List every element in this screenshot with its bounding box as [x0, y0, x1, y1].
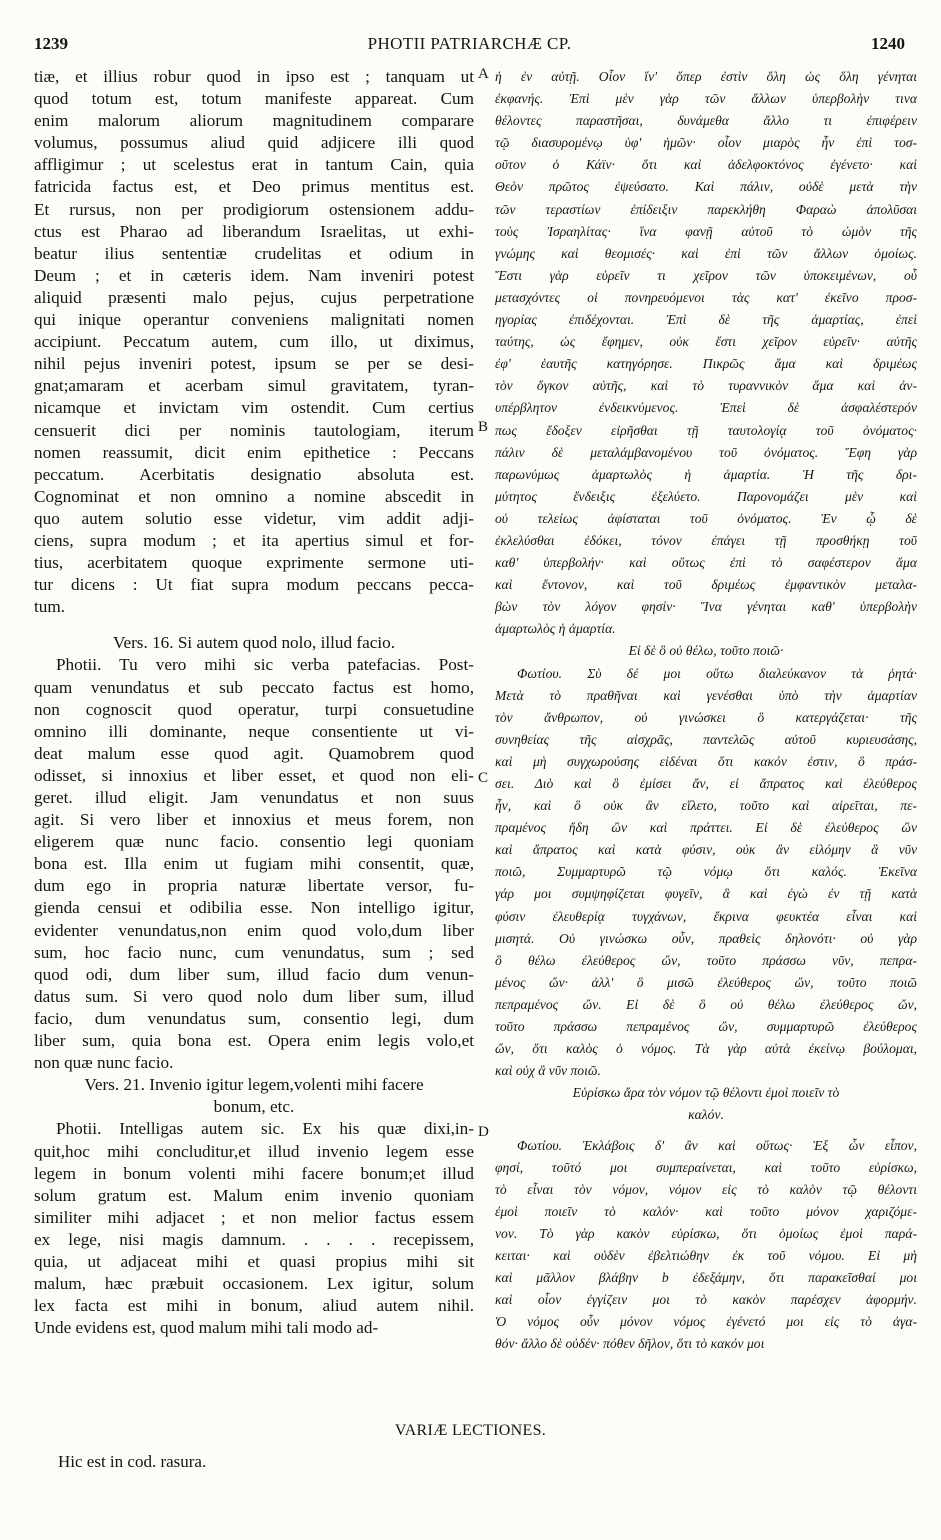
text-line: σει. Διὸ καὶ ὃ ἐμίσει ἄν, εἰ ἄπρατος καὶ ἐλεύθερος: [495, 776, 917, 791]
text-line: deat malum esse quod agit. Quamobrem quod: [34, 743, 474, 763]
text-line: odisset, si innoxius et liber esset, et quod non eli-: [34, 765, 474, 785]
text-line: datus sum. Si vero quod nolo dum liber sum, illud: [34, 986, 474, 1006]
text-line: κειται· καὶ οὐδὲν ἐβελτιώθην ἐκ τοῦ νόμου. Εἰ μὴ: [495, 1247, 917, 1263]
text-line: παρωνύμως ἁμαρτωλὸς ἡ ἁμαρτία. Ἡ τῆς δρι-: [495, 466, 917, 482]
text-line: quit,hoc mihi concluditur,et illud invenio legem esse: [34, 1141, 474, 1161]
text-line: ciens, supra modum ; et ita apertius simul et for-: [34, 530, 474, 550]
text-line: facio, dum venundatus sum, consentio legi, dum: [34, 1008, 474, 1028]
latin-paragraph-2: [34, 654, 474, 1074]
text-line: θέλοντες παραστῆσαι, δυνάμεθα ἄλλο τι ἐπιφέρειν: [495, 113, 917, 129]
text-line: τῷ διασυρομένῳ ὑφ' ἡμῶν· οἷον μιαρὸς ἦν ἐπὶ τοσ-: [495, 135, 917, 151]
text-line: τὸν ὄγκον αὐτῆς, καὶ τὸ τυραννικὸν ἅμα καὶ ἀν-: [495, 378, 917, 394]
text-line: Photii. Intelligas autem sic. Ex his quæ dixi,in-: [56, 1119, 474, 1139]
text-line: ἦν, καὶ ὃ οὐκ ἂν εἵλετο, τοῦτο καὶ αἱρεῖται, πε-: [495, 798, 917, 814]
text-line: μετασχόντες οἱ πονηρευόμενοι τὰς κατ' ἐκεῖνο προσ-: [495, 289, 917, 305]
text-line: tum.: [34, 597, 66, 617]
text-line: dum ego in propria naturæ libertate versor, fu-: [34, 876, 474, 896]
text-line: quo autem solutio esse videtur, vim addit adji-: [34, 508, 474, 528]
text-line: πραμένος ἤδη ὢν καὶ πράττει. Εἰ δὲ ἐλεύθερος ὢν: [495, 820, 917, 836]
margin-letter-d: D: [478, 1124, 489, 1140]
text-line: quod odi, dum liber sum, illud facio dum venun-: [34, 964, 474, 984]
text-line: affligimur ; ut scelestus erat in tantum Cain, quia: [34, 155, 474, 175]
text-line: καὶ ἔντονον, καὶ τοῦ δριμέως ἐμφαντικὸν μεταλα-: [495, 577, 917, 593]
text-line: quia, ut adjaceat mihi et quasi propius mihi sit: [34, 1251, 474, 1271]
text-line: gnat;amaram et acerbam simul gravitatem, tyran-: [34, 376, 474, 396]
text-line: Φωτίου. Ἐκλάβοις δ' ἂν καὶ οὕτως· Ἐξ ὧν εἶπον,: [517, 1137, 917, 1153]
text-line: πως ἔδοξεν εἰρῆσθαι τῇ ταυτολογίᾳ τοῦ ὀνόματος·: [495, 422, 917, 438]
text-line: τῶν τεραστίων ἐπίδειξιν παρεκλήθη Φαραὼ ἀπολῦσαι: [495, 201, 917, 217]
text-line: Unde evidens est, quod malum mihi tali modo ad-: [34, 1318, 379, 1338]
text-line: nihil pejus inveniri potest, ipsum se per se desi-: [34, 354, 474, 374]
greek-heading-16: Εἰ δὲ ὃ οὐ θέλω, τοῦτο ποιῶ·: [628, 643, 784, 659]
text-line: quam venundatus et sub peccato factus est homo,: [34, 677, 474, 697]
text-line: agit. Si vero liber et innoxius et meus forem, non: [34, 810, 474, 830]
text-line: ctus est Pharao ad liberandum Israelitas, ut exhi-: [34, 221, 474, 241]
latin-paragraph-1: [34, 66, 474, 618]
vers21-heading-line-1: Vers. 21. Invenio igitur legem,volenti mihi facere: [84, 1075, 424, 1095]
text-line: μένος ὤν· ἀλλ' ὃ μισῶ ἐλεύθερος ὤν, τοῦτο ποιῶ: [495, 974, 917, 990]
text-line: γνώμης καὶ θεομισές· καὶ ἐπὶ τῶν ἄλλων ὁμοίως.: [495, 245, 917, 261]
text-line: ἐκφανής. Ἐπὶ μὲν γὰρ τῶν ἄλλων ὑπερβολὴν τινα: [495, 91, 917, 107]
text-line: tur dicens : Ut fiat supra modum peccans pecca-: [34, 575, 474, 595]
text-line: bona est. Illa enim ut fugiam mihi consentit, quæ,: [34, 854, 474, 874]
variae-lectiones-note: Hic est in cod. rasura.: [58, 1452, 207, 1471]
text-line: volumus, possumus aliud quid adjicere illi quod: [34, 133, 474, 153]
text-line: ὃ θέλω ἐλεύθερος ὤν, τοῦτο πράσσω νῦν, πεπρα-: [495, 952, 917, 968]
text-line: Cognominat et non omnino a nomine abscedit in: [34, 486, 474, 506]
text-line: solum gratum est. Malum enim invenio quoniam: [34, 1185, 474, 1205]
text-line: Θεὸν πρῶτος ἐψεύσατο. Καὶ πάλιν, οὐδὲ μετὰ τὴν: [495, 179, 917, 195]
greek-paragraph-2: [495, 663, 917, 1083]
margin-letter-a: A: [478, 66, 489, 82]
latin-column: [34, 66, 474, 1339]
greek-column: [495, 66, 917, 1355]
text-line: μισητά. Οὐ γινώσκω οὖν, πραθεὶς δηλονότι· οὐ γὰρ: [495, 930, 917, 946]
text-line: Et rursus, non per prodigiorum ostensionem addu-: [34, 199, 474, 219]
text-line: quod totum est, totum manifeste appareat. Cum: [34, 89, 474, 109]
text-line: Μετὰ τὸ πραθῆναι καὶ γενέσθαι ὑπὸ τὴν ἁμαρτίαν: [495, 687, 917, 703]
text-line: οῦτον ὁ Κάϊν· ὅτι καὶ ἀδελφοκτόνος ἐγένετο· καὶ: [495, 157, 917, 173]
text-line: ταύτης, ὡς ἔφημεν, οὐκ ἔστι χεῖρον εὑρεῖν· αὐτῆς: [495, 334, 917, 350]
page-header: [34, 34, 905, 56]
text-line: legem in bonum volenti mihi facere bonum;et illud: [34, 1163, 474, 1183]
vers16-heading: Vers. 16. Si autem quod nolo, illud facio.: [112, 633, 396, 653]
text-line: οὐ τελείως ἀφίσταται τοῦ ὀνόματος. Ἐν ᾧ δὲ: [495, 510, 917, 526]
variae-lectiones-title: VARIÆ LECTIONES.: [394, 1422, 547, 1439]
greek-heading-21-line-1: Εὑρίσκω ἄρα τὸν νόμον τῷ θέλοντι ἐμοὶ ποιεῖν τὸ: [572, 1085, 840, 1101]
margin-letter-b: B: [478, 419, 489, 435]
text-line: Ὁ νόμος οὖν μόνον νόμος ἐγένετό μοι εἰς τὸ ἀγα-: [495, 1314, 917, 1330]
text-line: eligerem quæ nunc facio. consentio legi quoniam: [34, 832, 474, 852]
text-line: sum, hoc facio nunc, cum venundatus, sum ; sed: [34, 942, 474, 962]
text-line: ἁμαρτωλὸς ἡ ἁμαρτία.: [495, 621, 616, 637]
text-line: ἐκλελύσθαι ἐδόκει, τόνον ἐπάγει τῇ προσθήκῃ τοῦ: [495, 532, 917, 548]
text-line: μύτητος ἔνδειξις ἐξελύετο. Παρονομάζει μὲν καὶ: [495, 488, 917, 504]
text-line: tius, acerbitatem quoque exprimente sermone uti-: [34, 553, 474, 573]
text-line: ex lege, nisi magis damnum. . . . . recepissem,: [34, 1229, 474, 1249]
page-number-right: 1240: [871, 34, 905, 53]
text-line: τὸ εἶναι τὸν νόμον, νόμον εἰς τὸ καλὸν τῷ θέλοντι: [495, 1181, 917, 1197]
text-line: καθ' ὑπερβολήν· καὶ οὕτως ἐπὶ τὸ σαφέστερον ἅμα: [495, 555, 917, 571]
text-line: ἐφ' ἑαυτῆς κατηγόρησε. Πικρῶς ἅμα καὶ δριμέως: [495, 356, 917, 372]
text-line: liber sum, quia bona est. Opera enim legis volo,et: [34, 1031, 474, 1051]
text-line: βὼν τὸν λόγον φησίν· Ἵνα γένηται καθ' ὑπερβολὴν: [495, 599, 917, 615]
text-line: nicamque et invictam vim ostendit. Cum certius: [34, 398, 474, 418]
text-line: θόν· ἄλλο δὲ οὐδέν· πόθεν δῆλον, ὅτι τὸ κακόν μοι: [495, 1336, 765, 1352]
greek-paragraph-3: [495, 1135, 917, 1356]
text-line: lex facta est mihi in bonum, aliud autem nihil.: [34, 1296, 474, 1316]
text-line: καὶ μᾶλλον βλάβην b ἐδεξάμην, ὅτι παρακεῖσθαί μοι: [495, 1270, 917, 1286]
text-line: evidenter venundatus,non enim quod volo,dum liber: [34, 920, 474, 940]
text-line: qui inique operantur conveniens malignitati nomen: [34, 310, 474, 330]
greek-paragraph-1: [495, 66, 917, 640]
text-line: γάρ μοι συμψηφίζεται φυγεῖν, ἃ καὶ ἐγὼ ἐν τῇ κατὰ: [495, 886, 917, 902]
text-line: malum, hæc præbuit occasionem. Lex igitur, solum: [34, 1274, 474, 1294]
text-line: νον. Τὸ γὰρ κακὸν εὑρίσκω, ὅτι ὁμοίως ἐμοὶ παρά-: [495, 1225, 917, 1241]
text-line: τοῦτο πράσσω πεπραμένος ὤν, συμμαρτυρῶ ἐλεύθερος: [495, 1019, 917, 1035]
text-line: ποιῶ, Συμμαρτυρῶ τῷ νόμῳ ὅτι καλός. Ἐκεῖνα: [495, 864, 917, 880]
text-line: beatur ilius sententiæ crudelitas et odium in: [34, 243, 474, 263]
text-line: similiter mihi adjacet ; et non melior factus essem: [34, 1207, 474, 1227]
text-line: Ἔστι γὰρ εὑρεῖν τι χεῖρον τῶν ὑποκειμένων, οὗ: [495, 267, 917, 283]
text-line: ηγορίας ἐπιδέχονται. Ἐπὶ δὲ τῆς ἁμαρτίας, ἐπεὶ: [495, 312, 917, 328]
page-number-left: 1239: [34, 34, 68, 53]
text-line: πεπραμένος ὤν. Εἰ δὲ ὃ οὐ θέλω ἐλεύθερος ὤν,: [495, 996, 917, 1012]
text-line: ἐμοὶ ποιεῖν τὸ καλόν· καὶ τοῦτο μόνον χαριζόμε-: [495, 1203, 917, 1219]
text-line: fatricida factus est, et Deo primus mentitus est.: [34, 177, 474, 197]
text-line: nomen reassumit, dicit enim epithetice : Peccans: [34, 442, 474, 462]
text-line: καὶ μὴ συγχωρούσης εἰδέναι ὅτι κακόν ἐστιν, ὃ πράσ-: [495, 753, 917, 769]
margin-letter-c: C: [478, 770, 489, 786]
text-line: non quæ nunc facio.: [34, 1053, 174, 1073]
text-line: tiæ, et illius robur quod in ipso est ; tanquam ut: [34, 67, 474, 86]
text-line: συνηθείας τῆς αἰσχρᾶς, παντελῶς αὐτοῦ κυριευσάσης,: [495, 731, 917, 747]
text-line: peccatum. Acerbitatis designatio absoluta est.: [34, 464, 474, 484]
text-line: gienda censui et odibilia esse. Non intelligo igitur,: [34, 898, 474, 918]
text-line: ἡ ἐν αὐτῇ. Οἷον ἵν' ὅπερ ἐστὶν ὅλη ὡς ὅλη γένηται: [495, 69, 917, 84]
text-line: καὶ ἄπρατος καὶ κατὰ φύσιν, οὐκ ἂν εἱλόμην ἃ νῦν: [495, 842, 917, 858]
text-line: φύσιν ἐλευθερίᾳ τυγχάνων, ἔκρινα φευκτέα εἶναι καὶ: [495, 908, 917, 924]
text-line: πάλιν δὲ μεταλάμβανομένου τοῦ ὀνόματος. Ἔφη γὰρ: [495, 444, 917, 460]
text-line: τοὺς Ἰσραηλίτας· ἵνα φανῇ αὐτοῦ τὸ ὠμὸν τῆς: [495, 223, 917, 239]
text-line: ὤν, ὅτι καλὸς ὁ νόμος. Τὰ γὰρ αὐτὰ ἐκείνῳ βούλομαι,: [495, 1041, 917, 1057]
text-line: accipiunt. Peccatum autem, cum illo, ut diximus,: [34, 332, 474, 352]
text-line: καὶ οὐχ ἃ νῦν ποιῶ.: [495, 1063, 601, 1079]
text-line: censuerit dici per nominis tautologiam, iterum: [34, 420, 474, 440]
text-line: enim malorum aliorum magnitudinem comparare: [34, 111, 474, 131]
greek-heading-21-line-2: καλόν.: [688, 1107, 724, 1123]
text-line: Photii. Tu vero mihi sic verba patefacias. Post-: [56, 655, 474, 675]
text-line: Φωτίου. Σὺ δέ μοι οὕτω διαλεύκανον τὰ ῥητά·: [517, 665, 917, 681]
running-title: PHOTII PATRIARCHÆ CP.: [367, 34, 572, 53]
text-line: υπέρβλητον ἐνδεικνύμενος. Ἐπεὶ δὲ ἀσφαλέστερόν: [495, 400, 917, 416]
text-line: non cognoscit quod operatur, turpi consuetudine: [34, 699, 474, 719]
latin-paragraph-3: [34, 1118, 474, 1339]
text-line: τὸν ἄνθρωπον, οὐ γινώσκει ὃ κατεργάζεται· τῆς: [495, 709, 917, 725]
text-line: Deum ; et in cæteris idem. Nam inveniri potest: [34, 265, 474, 285]
text-line: aliquid præsenti malo pejus, cujus perpetratione: [34, 287, 474, 307]
text-line: φησί, τοῦτό μοι συμπεραίνεται, καὶ τοῦτο εὑρίσκω,: [495, 1159, 917, 1175]
text-line: καὶ οἷον ἐγγίζειν μοι τὸ κακὸν παρέσχεν ἀφορμήν.: [495, 1292, 917, 1308]
text-line: geret. illud eligit. Jam venundatus et non suus: [34, 788, 474, 807]
vers21-heading-line-2: bonum, etc.: [213, 1097, 295, 1117]
text-line: omnino illi dominante, neque consentiente ut vi-: [34, 721, 474, 741]
